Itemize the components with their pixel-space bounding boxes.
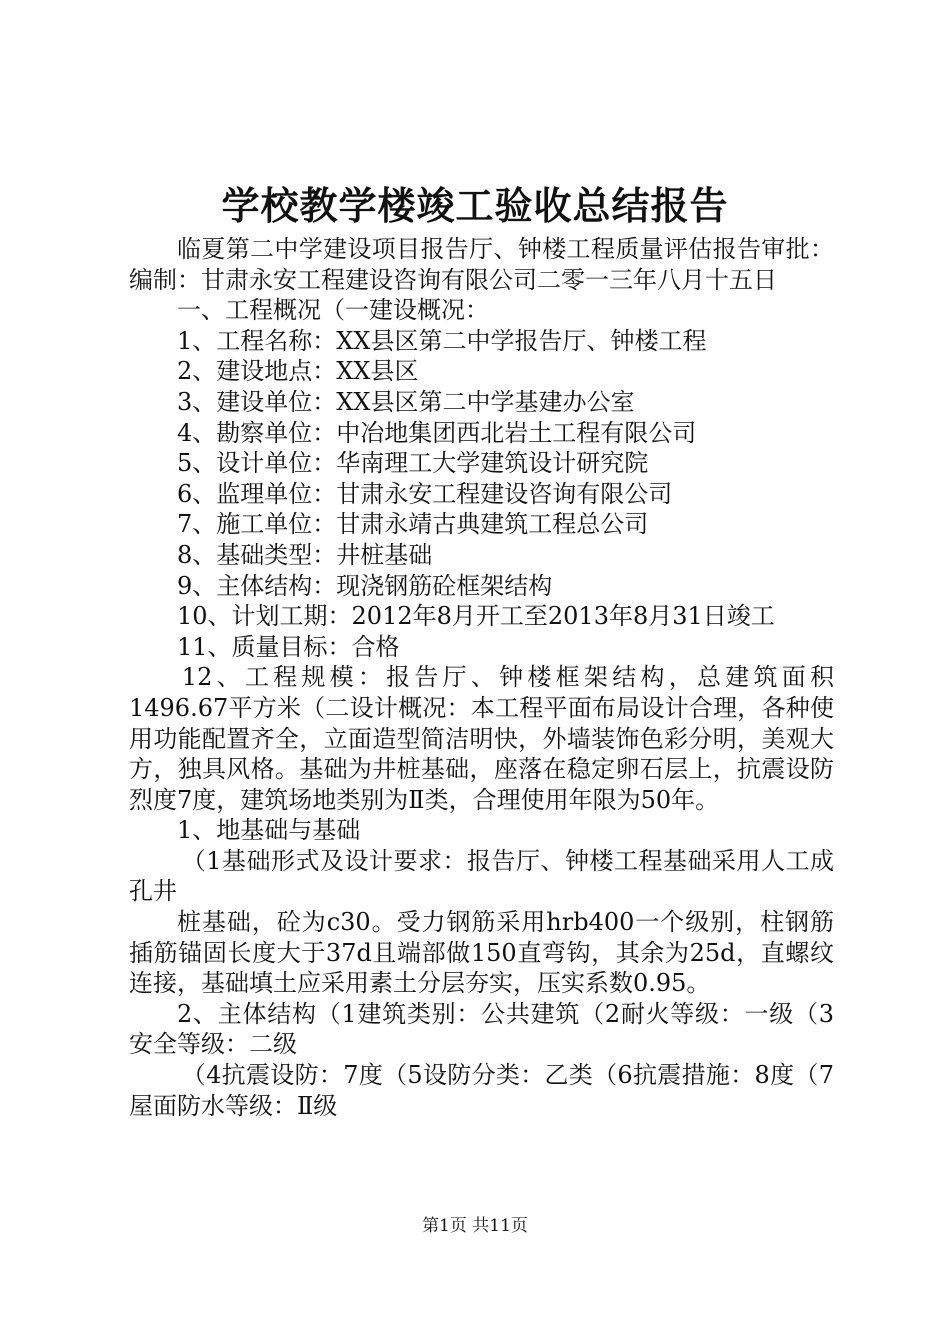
list-item: 4、勘察单位：中冶地集团西北岩土工程有限公司 — [177, 418, 697, 447]
list-item: 6、监理单位：甘肃永安工程建设咨询有限公司 — [177, 479, 673, 508]
list-item: 8、基础类型：井桩基础 — [177, 540, 433, 569]
list-item: 9、主体结构：现浇钢筋砼框架结构 — [177, 571, 553, 600]
page-title: 学校教学楼竣工验收总结报告 — [221, 183, 729, 228]
list-item: 1、工程名称：XX县区第二中学报告厅、钟楼工程 — [177, 326, 707, 355]
list-item: 5、设计单位：华南理工大学建筑设计研究院 — [177, 449, 649, 478]
document-body — [129, 234, 834, 1121]
page-number: 第1页 共11页 — [422, 1216, 528, 1236]
section-heading: 一、工程概况（一建设概况： — [177, 296, 489, 325]
list-item: 11、质量目标：合格 — [177, 632, 400, 661]
intro-paragraph: 临夏第二中学建设项目报告厅、钟楼工程质量评估报告审批：编制：甘肃永安工程建设咨询有限公司二零一三年八月十五日 — [129, 235, 834, 294]
foundation-paragraph: （1基础形式及设计要求：报告厅、钟楼工程基础采用人工成孔井 — [129, 846, 834, 906]
list-item: 2、建设地点：XX县区 — [177, 357, 419, 386]
subsection-heading: 1、地基础与基础 — [177, 816, 361, 845]
list-item: 7、施工单位：甘肃永靖古典建筑工程总公司 — [177, 510, 649, 539]
list-item: 3、建设单位：XX县区第二中学基建办公室 — [177, 387, 635, 416]
scale-paragraph: 12、工程规模：报告厅、钟楼框架结构，总建筑面积1496.67平方米（二设计概况：本工程平面布局设计合理，各种使用功能配置齐全，立面造型简洁明快，外墙装饰色彩分明，美观大方，独具风格。基础为井桩基础，座落在稳定卵石层上，抗震设防烈度7度，建筑场地类别为Ⅱ类，合理使用年限为50年。 — [129, 663, 834, 814]
list-item: 10、计划工期：2012年8月开工至2013年8月31日竣工 — [177, 602, 775, 631]
structure-paragraph: 2、主体结构（1建筑类别：公共建筑（2耐火等级：一级（3安全等级：二级 — [129, 999, 834, 1059]
foundation-continued-paragraph: 桩基础，砼为c30。受力钢筋采用hrb400一个级别，柱钢筋插筋锚固长度大于37d且端部做150直弯钩，其余为25d，直螺纹连接，基础填土应采用素土分层夯实，压实系数0.95。 — [129, 908, 834, 998]
seismic-paragraph: （4抗震设防：7度（5设防分类：乙类（6抗震措施：8度（7屋面防水等级：Ⅱ级 — [129, 1061, 834, 1120]
